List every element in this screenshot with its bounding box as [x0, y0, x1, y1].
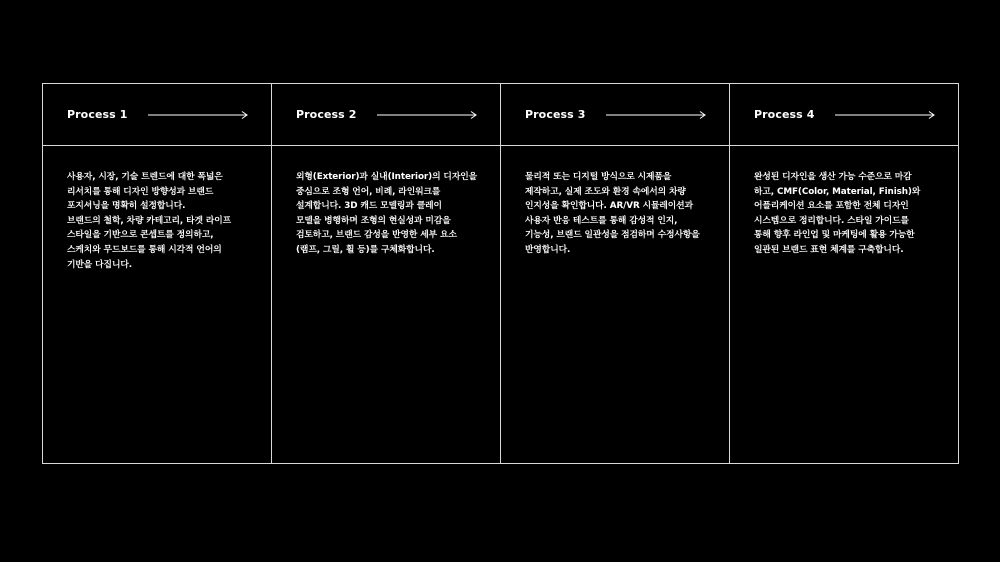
- arrow-right-icon: [606, 110, 705, 120]
- process-header: [43, 84, 271, 146]
- process-description: 사용자, 시장, 기술 트렌드에 대한 폭넓은 리서치를 통해 디자인 방향성과 브랜드 포지셔닝을 명확히 설정합니다. 브랜드의 철학, 차량 카테고리, 타겟 라이프 스타일을 기반으로 콘셉트를 정의하고, 스케치와 무드보드를 통해 시각적 언어의 기반을 다집니다.: [67, 172, 232, 270]
- arrow-right-icon: [377, 110, 476, 120]
- process-title: Process 1: [67, 108, 128, 121]
- process-header: [730, 84, 958, 146]
- process-title: Process 3: [525, 108, 586, 121]
- process-description: 외형(Exterior)과 실내(Interior)의 디자인을 중심으로 조형 언어, 비례, 라인워크를 설계합니다. 3D 캐드 모델링과 클레이 모델을 병행하며 조형의 현실성과 미감을 검토하고, 브랜드 감성을 반영한 세부 요소 (램프, 그릴, 휠 등)를 구체화합니다.: [296, 172, 478, 255]
- process-header: [501, 84, 729, 146]
- arrow-right-icon: [148, 110, 247, 120]
- process-column-2: [272, 84, 501, 463]
- process-title: Process 2: [296, 108, 357, 121]
- process-column-1: [43, 84, 272, 463]
- process-column-4: [730, 84, 958, 463]
- process-header: [272, 84, 500, 146]
- process-column-3: [501, 84, 730, 463]
- process-table: [42, 83, 959, 464]
- process-description: 완성된 디자인을 생산 가능 수준으로 마감 하고, CMF(Color, Material, Finish)와 어플리케이션 요소를 포함한 전체 디자인 시스템으로 정리합니다. 스타일 가이드를 통해 향후 라인업 및 마케팅에 활용 가능한 일관된 브랜드 표현 체계를 구축합니다.: [754, 172, 921, 255]
- arrow-right-icon: [835, 110, 934, 120]
- process-title: Process 4: [754, 108, 815, 121]
- process-description: 물리적 또는 디지털 방식으로 시제품을 제작하고, 실제 조도와 환경 속에서의 차량 인지성을 확인합니다. AR/VR 시뮬레이션과 사용자 반응 테스트를 통해 감성적 인지, 기능성, 브랜드 일관성을 점검하며 수정사항을 반영합니다.: [525, 172, 700, 255]
